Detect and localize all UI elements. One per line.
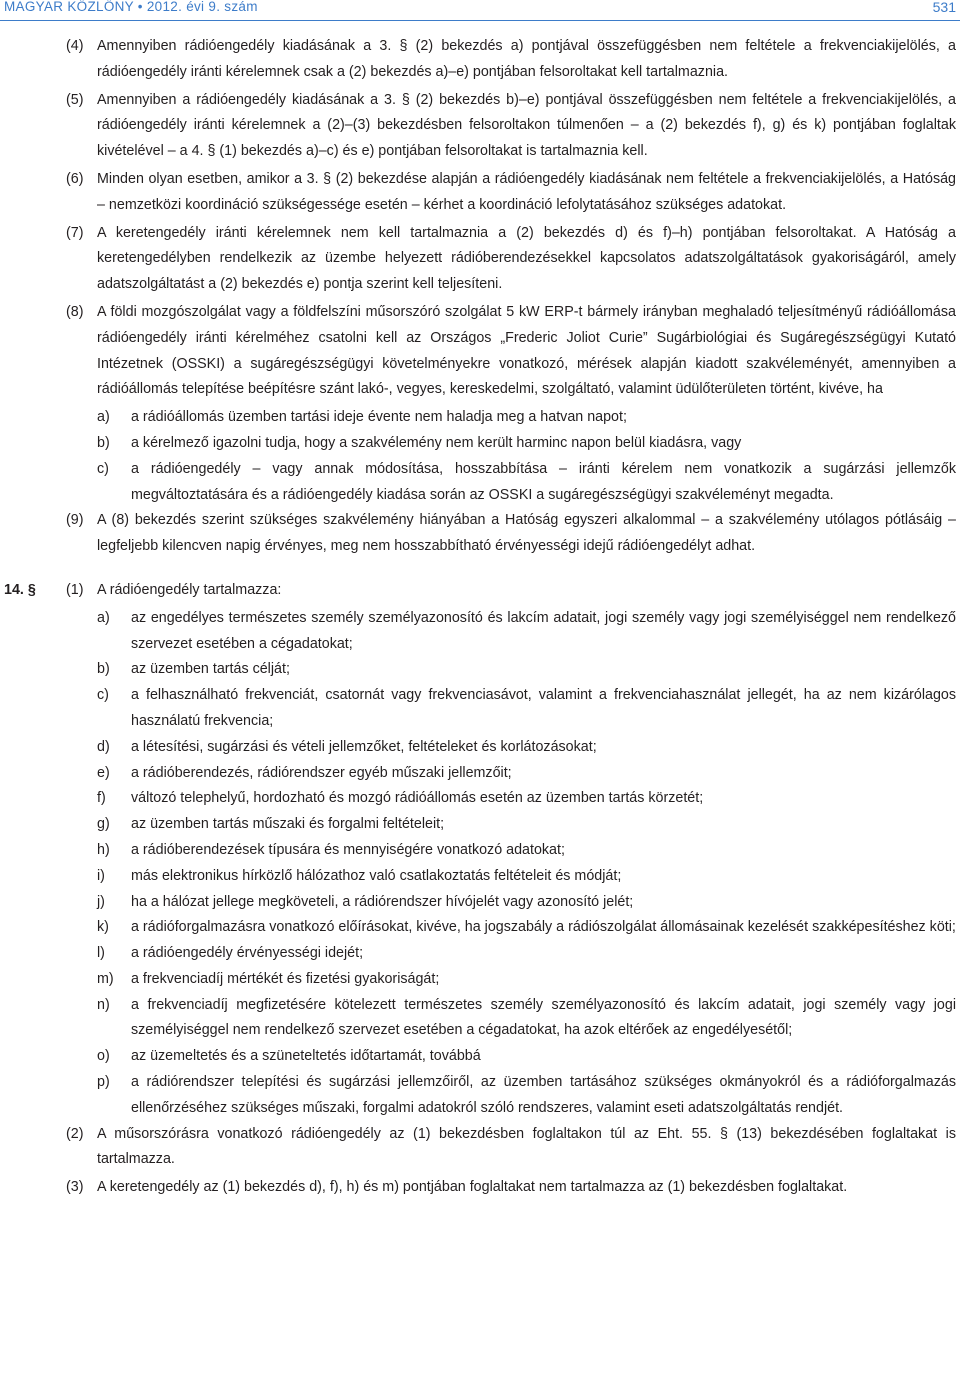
item-text: más elektronikus hírközlő hálózathoz való csatlakoztatás feltételeit és módját; xyxy=(131,867,622,884)
item-text: a rádióengedély – vagy annak módosítása, hosszabbítása – iránti kérelem nem vonatkozik a sugárzási jellemzők megváltoztatására és a rádióengedély kiadása során az OSSKI a sugáregészségügyi szakvéleményt megadta. xyxy=(131,460,956,503)
item-label: d) xyxy=(97,738,110,755)
paragraph-14-2 xyxy=(0,1122,960,1174)
list-item xyxy=(0,735,960,761)
item-label: j) xyxy=(97,893,105,910)
paragraph-text: A rádióengedély tartalmazza: xyxy=(97,581,282,598)
list-item xyxy=(0,993,960,1045)
document-body xyxy=(0,34,960,1203)
item-text: az üzemeltetés és a szüneteltetés időtartamát, továbbá xyxy=(131,1048,481,1065)
item-label: n) xyxy=(97,996,110,1013)
paragraph-number: (5) xyxy=(66,91,84,108)
item-label: k) xyxy=(97,919,109,936)
paragraph-text: Amennyiben a rádióengedély kiadásának a 3. § (2) bekezdés b)–e) pontjával összefüggésben nem feltétele a frekvenciakijelölés, a rádióengedély iránti kérelemnek a (2)–(3) bekezdésben felsoroltakon túlmenően – a (2) bekezdés f), g) és k) pontjában foglaltak kivételével – a 4. § (1) bekezdés a)–c) és e) pontjában felsoroltakat is tartalmaznia kell. xyxy=(97,91,956,160)
list-item xyxy=(0,1070,960,1122)
paragraph-text: A (8) bekezdés szerint szükséges szakvélemény hiányában a Hatóság egyszeri alkalommal – a szakvélemény utólagos pótlásáig – legfeljebb kilencven napig érvényes, meg nem hosszabbítható érvényességi idejű rádióengedélyt adhat. xyxy=(97,512,956,555)
paragraph-number: (6) xyxy=(66,170,84,187)
section-label: 14. § xyxy=(4,581,36,598)
item-label: c) xyxy=(97,460,109,477)
list-item xyxy=(0,812,960,838)
item-text: a rádióállomás üzemben tartási ideje évente nem haladja meg a hatvan napot; xyxy=(131,409,627,426)
item-text: az üzemben tartás célját; xyxy=(131,661,290,678)
list-item xyxy=(0,683,960,735)
paragraph-text: A keretengedély iránti kérelemnek nem kell tartalmaznia a (2) bekezdés d) és f)–h) pontjában felsoroltakat. A Hatóság a keretengedélyben rendelkezik az üzembe helyezett rádióberendezésekkel kapcsolatos adatszolgáltatások gyakoriságáról, amely adatszolgáltatást a (2) bekezdés e) pontja szerint kell teljesíteni. xyxy=(97,224,956,293)
list-item xyxy=(0,657,960,683)
list-item xyxy=(0,786,960,812)
list-item xyxy=(0,890,960,916)
paragraph-number: (8) xyxy=(66,303,84,320)
list-item xyxy=(0,431,960,457)
list-item xyxy=(0,864,960,890)
item-text: változó telephelyű, hordozható és mozgó rádióállomás esetén az üzemben tartás körzetét; xyxy=(131,790,704,807)
item-text: a frekvenciadíj mértékét és fizetési gyakoriságát; xyxy=(131,970,440,987)
item-text: az üzemben tartás műszaki és forgalmi feltételeit; xyxy=(131,816,445,833)
paragraph-4 xyxy=(0,34,960,86)
journal-title: MAGYAR KÖZLÖNY • 2012. évi 9. szám xyxy=(4,0,258,14)
item-text: a létesítési, sugárzási és vételi jellemzőket, feltételeket és korlátozásokat; xyxy=(131,738,597,755)
list-item xyxy=(0,1044,960,1070)
list-item xyxy=(0,941,960,967)
item-label: l) xyxy=(97,945,105,962)
paragraph-7 xyxy=(0,221,960,298)
item-label: m) xyxy=(97,970,114,987)
paragraph-5 xyxy=(0,88,960,165)
paragraph-number: (1) xyxy=(66,581,84,598)
paragraph-number: (4) xyxy=(66,38,84,54)
item-label: h) xyxy=(97,841,110,858)
paragraph-text: Amennyiben rádióengedély kiadásának a 3. § (2) bekezdés a) pontjával összefüggésben nem feltétele a frekvenciakijelölés, a rádióengedély iránti kérelemnek csak a (2) bekezdés a)–e) pontjában felsoroltakat kell tartalmaznia. xyxy=(97,38,956,80)
item-label: i) xyxy=(97,867,105,884)
item-label: a) xyxy=(97,409,110,426)
item-text: a rádióberendezés, rádiórendszer egyéb műszaki jellemzőit; xyxy=(131,764,512,781)
item-text: a felhasználható frekvenciát, csatornát vagy frekvenciasávot, valamint a frekvenciahasználat jellegét, ha az nem kizárólagos használatú frekvencia; xyxy=(131,687,956,729)
list-item xyxy=(0,606,960,658)
list-item xyxy=(0,405,960,431)
item-label: f) xyxy=(97,790,106,807)
item-text: a rádióberendezések típusára és mennyiségére vonatkozó adatokat; xyxy=(131,841,565,858)
item-label: o) xyxy=(97,1048,110,1065)
item-text: a frekvenciadíj megfizetésére kötelezett természetes személy személyazonosító és lakcím adatait, jogi személy vagy jogi személyiséggel nem rendelkező szervezet esetében a cégadatokat, ha azok eltérőek az engedélyesétől; xyxy=(131,996,956,1039)
item-text: ha a hálózat jellege megköveteli, a rádiórendszer hívójelét vagy azonosító jelét; xyxy=(131,893,634,910)
section-14 xyxy=(0,578,960,1201)
section-14-item-list xyxy=(0,606,960,1122)
item-text: a rádióforgalmazásra vonatkozó előírásokat, kivéve, ha jogszabály a rádiószolgálat állomásainak kezelését szakképesítéshez köti; xyxy=(131,919,956,936)
list-item xyxy=(0,457,960,509)
paragraph-14-1 xyxy=(0,578,960,604)
header-divider xyxy=(0,20,960,21)
paragraph-number: (7) xyxy=(66,224,84,241)
paragraph-number: (3) xyxy=(66,1179,84,1196)
list-item xyxy=(0,915,960,941)
paragraph-6 xyxy=(0,167,960,219)
paragraph-text: Minden olyan esetben, amikor a 3. § (2) bekezdése alapján a rádióengedély kiadásának nem feltétele a frekvenciakijelölés, a Hatóság – nemzetközi koordináció szükségessége esetén – kérhet a koordináció lefolytatásához szükséges adatokat. xyxy=(97,170,956,213)
paragraph-number: (2) xyxy=(66,1125,84,1142)
paragraph-14-3 xyxy=(0,1175,960,1201)
item-text: az engedélyes természetes személy személyazonosító és lakcím adatait, jogi személy vagy jogi személyiséggel nem rendelkező szervezet esetében a cégadatokat; xyxy=(131,609,956,652)
item-label: b) xyxy=(97,661,110,678)
item-label: e) xyxy=(97,764,110,781)
item-label: a) xyxy=(97,609,110,626)
item-label: b) xyxy=(97,434,110,451)
page-header xyxy=(0,0,960,22)
paragraph-9 xyxy=(0,508,960,560)
item-label: g) xyxy=(97,816,110,833)
paragraph-text: A földi mozgószolgálat vagy a földfelszíni műsorszóró szolgálat 5 kW ERP-t bármely irányban meghaladó teljesítményű rádióállomása rádióengedély iránti kérelméhez csatolni kell az Országos „Frederic Joliot Curie” Sugárbiológiai és Sugáregészségügyi Kutató Intézetnek (OSSKI) a sugáregészségügyi követelményekre vonatkozó, mérések alapján kiadott szakvéleményét, amennyiben a rádióállomás telepítése beépítésre szánt lakó-, vegyes, kereskedelmi, szolgáltató, valamint üdülőterületen történt, kivéve, ha xyxy=(97,303,956,398)
item-label: p) xyxy=(97,1074,110,1091)
item-text: a rádiórendszer telepítési és sugárzási jellemzőiről, az üzemben tartásához szükséges okmányokról és a rádióforgalmazás ellenőrzéséhez szükséges műszaki, forgalmi adatokról szóló rendszeres, valamint eseti adatszolgáltatás rendjét. xyxy=(131,1074,956,1116)
list-item xyxy=(0,838,960,864)
paragraph-number: (9) xyxy=(66,512,84,529)
item-text: a kérelmező igazolni tudja, hogy a szakvélemény nem került harminc napon belül kiadásra, vagy xyxy=(131,434,742,451)
paragraph-text: A keretengedély az (1) bekezdés d), f), h) és m) pontjában foglaltakat nem tartalmazza az (1) bekezdésben foglaltakat. xyxy=(97,1179,848,1196)
item-label: c) xyxy=(97,687,109,704)
list-item xyxy=(0,761,960,787)
paragraph-text: A műsorszórásra vonatkozó rádióengedély az (1) bekezdésben foglaltakon túl az Eht. 55. § (13) bekezdésében foglaltakat is tartalmazza. xyxy=(97,1125,956,1168)
list-item xyxy=(0,967,960,993)
item-text: a rádióengedély érvényességi idejét; xyxy=(131,945,364,962)
page-number: 531 xyxy=(932,0,956,15)
paragraph-8 xyxy=(0,300,960,403)
